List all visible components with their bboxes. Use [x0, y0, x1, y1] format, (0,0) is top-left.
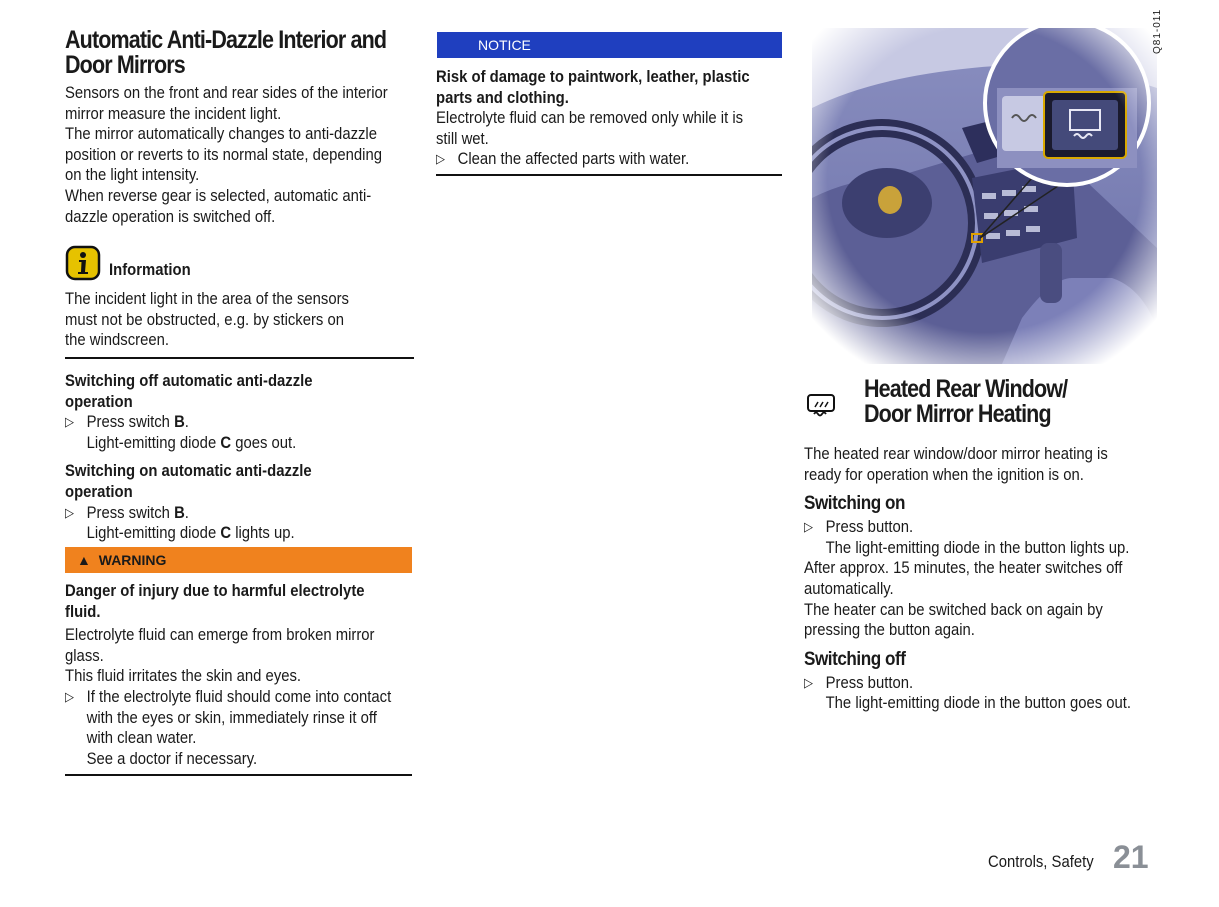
- divider: [65, 774, 412, 776]
- text-line: This fluid irritates the skin and eyes.: [65, 667, 302, 686]
- triangle-icon: ▷: [804, 674, 813, 690]
- car-interior-image: [812, 28, 1157, 364]
- step: [804, 517, 1124, 538]
- divider: [436, 174, 782, 176]
- info-text: [65, 289, 415, 351]
- step-text: with the eyes or skin, immediately rinse it off: [86, 708, 377, 727]
- step-result: [65, 433, 380, 454]
- text-line: Electrolyte fluid can emerge from broken mirror: [65, 626, 375, 645]
- warning-icon: ▲: [77, 552, 91, 568]
- text-line: on the light intensity.: [65, 166, 200, 185]
- divider: [65, 357, 414, 359]
- intro-text: [65, 83, 415, 227]
- triangle-icon: ▷: [436, 151, 445, 167]
- text-line: The mirror automatically changes to anti-dazzle: [65, 125, 377, 144]
- text-line: Sensors on the front and rear sides of the interior: [65, 84, 388, 102]
- notice-block: [436, 67, 786, 176]
- text-line: automatically.: [804, 579, 894, 598]
- text-line: still wet.: [436, 129, 489, 148]
- result-text: Light-emitting diode: [86, 433, 221, 452]
- step-text: Press switch: [86, 413, 175, 432]
- subheading-line: operation: [65, 482, 133, 501]
- step-text: If the electrolyte fluid should come into contact: [86, 687, 392, 706]
- step-text: Clean the affected parts with water.: [457, 150, 690, 169]
- warning-label: WARNING: [98, 552, 167, 568]
- footer: [985, 839, 1155, 883]
- switch-off-block: [65, 371, 415, 453]
- subheading-line: operation: [65, 392, 133, 411]
- text-line: pressing the button again.: [804, 621, 975, 640]
- warning-heading-line: Danger of injury due to harmful electrolyte: [65, 582, 365, 600]
- step-text: .: [184, 413, 189, 432]
- step: [804, 673, 1124, 694]
- text-line: position or reverts to its normal state, depending: [65, 145, 382, 164]
- section-title-anti-dazzle: [65, 26, 387, 79]
- step-text: See a doctor if necessary.: [86, 749, 258, 768]
- step-result: The light-emitting diode in the button lights up.: [825, 538, 1130, 557]
- subheading-line: Switching off automatic anti-dazzle: [65, 371, 313, 390]
- text-line: The heated rear window/door mirror heating is: [804, 445, 1108, 463]
- result-text: lights up.: [231, 524, 295, 543]
- info-label: Information: [109, 261, 191, 280]
- text-line: ready for operation when the ignition is on.: [804, 465, 1084, 484]
- switch-on-block: [65, 461, 415, 543]
- step-text: Press button.: [825, 673, 914, 692]
- step-text: .: [184, 503, 189, 522]
- page-number: 21: [1113, 839, 1149, 875]
- footer-section-label: Controls, Safety: [988, 853, 1094, 871]
- title-line: Automatic Anti-Dazzle Interior and: [65, 26, 387, 54]
- step-result: [65, 523, 380, 544]
- notice-heading-line: Risk of damage to paintwork, leather, plastic: [436, 68, 750, 86]
- notice-label: NOTICE: [478, 37, 531, 53]
- notice-heading-line: parts and clothing.: [436, 88, 569, 107]
- left-column: [65, 28, 415, 544]
- section-title-heating: [864, 377, 1067, 427]
- result-text: goes out.: [231, 433, 297, 452]
- result-key: C: [220, 433, 232, 452]
- info-icon: [65, 245, 101, 281]
- warning-heading-line: fluid.: [65, 602, 101, 621]
- dashboard-illustration: [812, 28, 1157, 364]
- step-key: B: [174, 413, 185, 432]
- step-key: B: [174, 503, 185, 522]
- text-line: dazzle operation is switched off.: [65, 207, 276, 226]
- switching-off-heading: Switching off: [804, 648, 906, 670]
- text-line: the windscreen.: [65, 331, 170, 350]
- info-header: [65, 245, 415, 281]
- text-line: Electrolyte fluid can be removed only while it is: [436, 109, 744, 128]
- step: [65, 503, 380, 524]
- heated-window-icon: [805, 392, 837, 425]
- text-line: After approx. 15 minutes, the heater switches off: [804, 559, 1123, 578]
- notice-bar: [437, 32, 782, 58]
- step-text: Press button.: [825, 518, 914, 537]
- result-key: C: [220, 524, 232, 543]
- step-text: Press switch: [86, 503, 175, 522]
- text-line: must not be obstructed, e.g. by stickers on: [65, 310, 344, 329]
- triangle-icon: ▷: [65, 688, 74, 704]
- title-line: Heated Rear Window/: [864, 375, 1068, 403]
- result-text: Light-emitting diode: [86, 524, 221, 543]
- triangle-icon: ▷: [65, 414, 74, 430]
- triangle-icon: ▷: [65, 504, 74, 520]
- step-text: with clean water.: [86, 729, 197, 748]
- step-result: The light-emitting diode in the button goes out.: [825, 694, 1132, 713]
- step: [436, 149, 751, 170]
- title-line: Door Mirrors: [65, 51, 185, 79]
- subheading-line: Switching on automatic anti-dazzle: [65, 462, 312, 481]
- warning-block: [65, 581, 415, 776]
- right-text-column: [804, 444, 1159, 714]
- title-line: Door Mirror Heating: [864, 400, 1051, 428]
- text-line: The incident light in the area of the sensors: [65, 290, 349, 309]
- text-line: When reverse gear is selected, automatic anti-: [65, 186, 372, 205]
- image-code: Q81-011: [1152, 8, 1163, 54]
- warning-bar: [65, 547, 412, 573]
- step: [65, 412, 380, 433]
- step: [65, 687, 392, 708]
- switching-on-heading: Switching on: [804, 493, 905, 515]
- text-line: glass.: [65, 646, 104, 665]
- text-line: The heater can be switched back on again by: [804, 600, 1103, 619]
- triangle-icon: ▷: [804, 519, 813, 535]
- text-line: mirror measure the incident light.: [65, 104, 282, 123]
